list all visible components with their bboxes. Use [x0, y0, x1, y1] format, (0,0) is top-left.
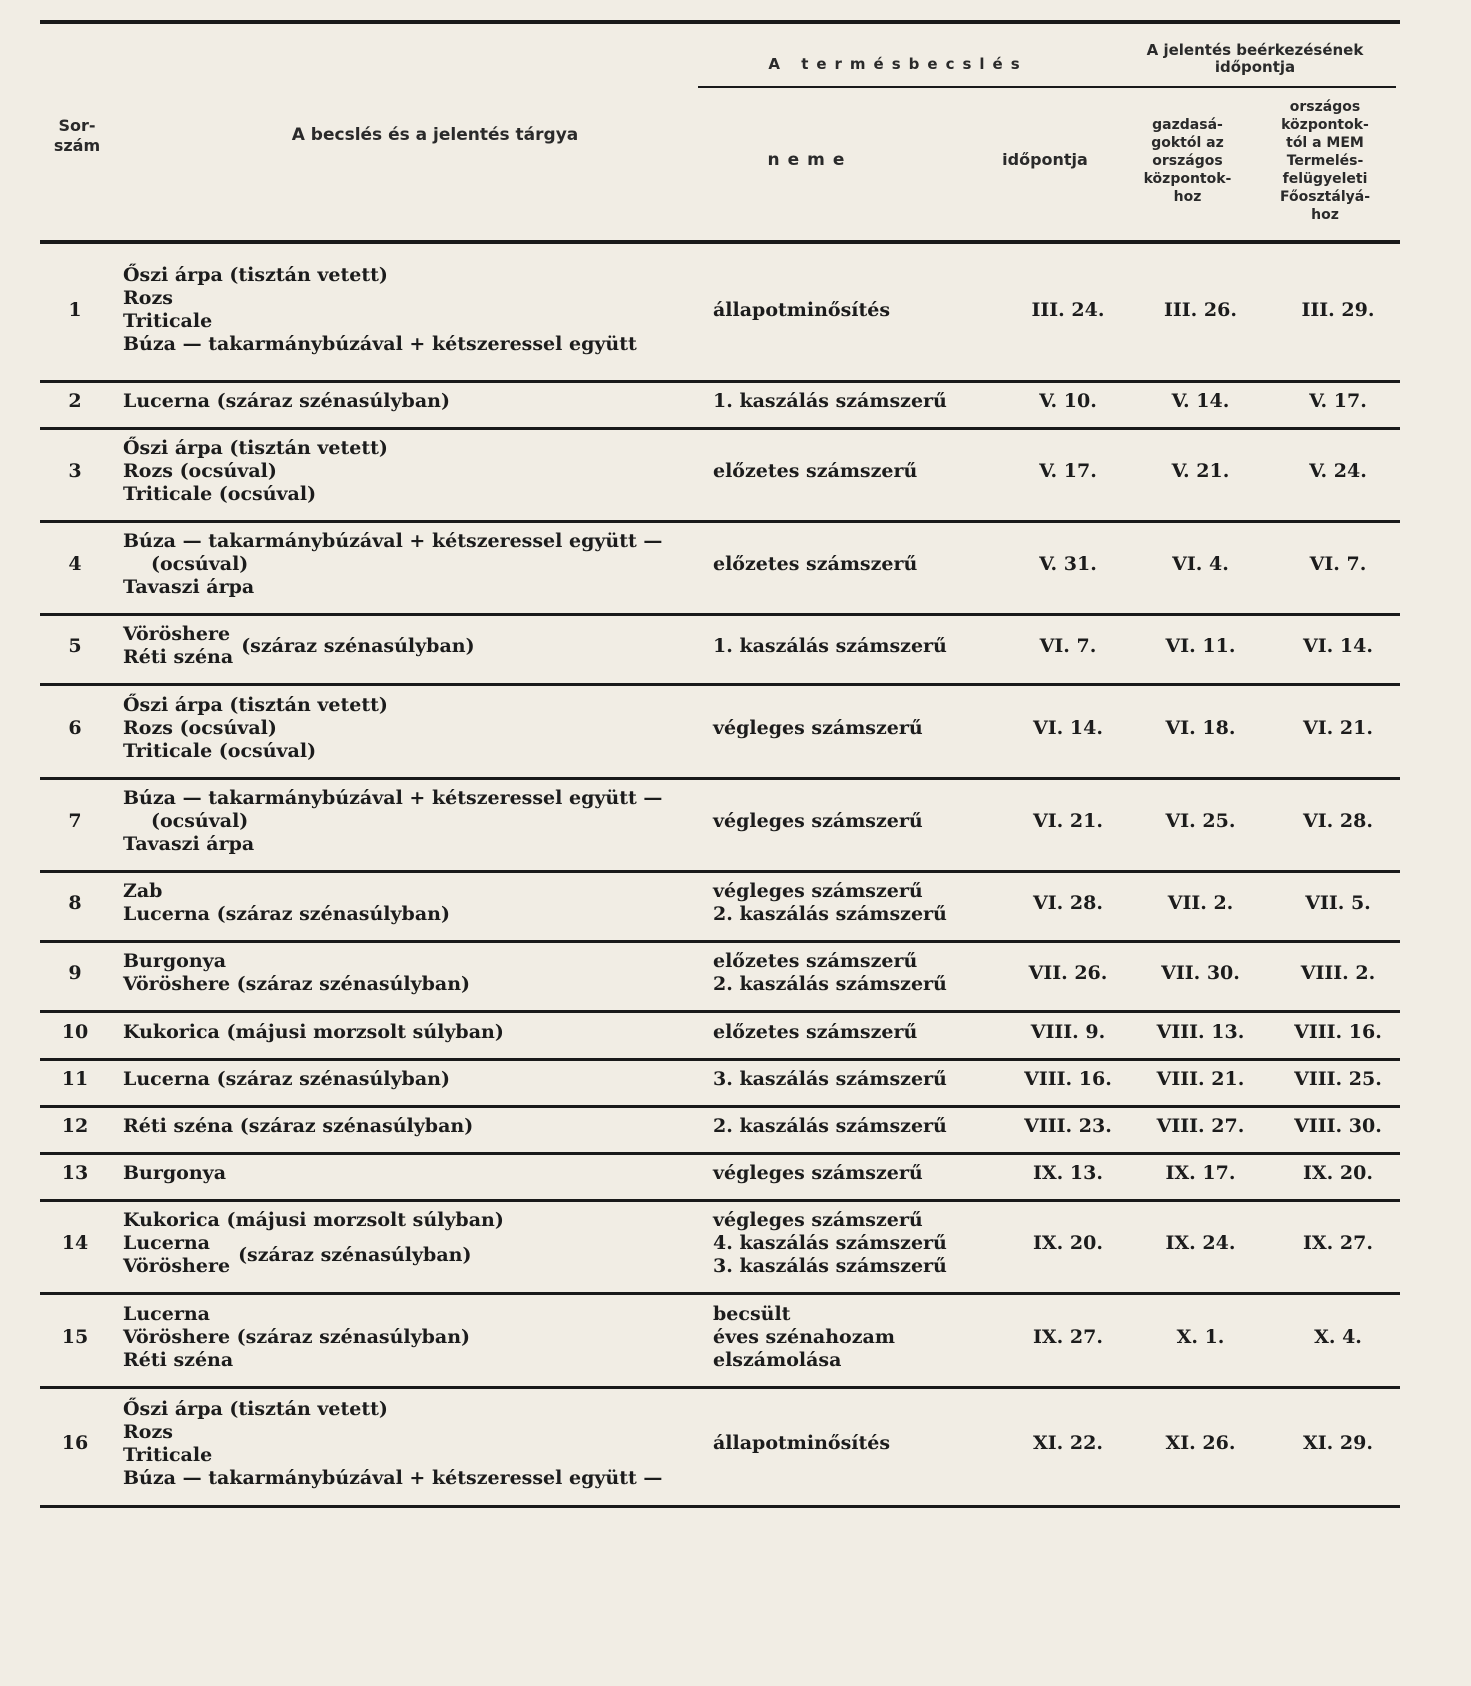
subject-line: Réti széna [123, 646, 234, 668]
header-idopontja: időpontja [1002, 150, 1088, 169]
row-neme [713, 777, 1003, 866]
table-row [40, 613, 1400, 679]
row-orszagos: VIII. 2. [1300, 961, 1376, 984]
neme-line: éves szénahozam [713, 1325, 895, 1348]
row-gazdasagoktol: IX. 17. [1165, 1162, 1236, 1184]
subject-line: Lucerna (száraz szénasúlyban) [123, 903, 450, 925]
neme-line: végleges számszerű [713, 810, 923, 832]
row-separator [40, 777, 1400, 780]
row-orszagos: VI. 21. [1303, 716, 1373, 739]
top-rule [40, 20, 1400, 24]
table-row [40, 940, 1400, 1006]
row-subject [123, 1292, 713, 1382]
row-orszagos: IX. 20. [1303, 1162, 1373, 1184]
row-separator [40, 1152, 1400, 1155]
header-orszagos: országos központok- tól a MEM Termelés- felügyeleti Főosztályá- hoz [1279, 99, 1371, 223]
row-subject [123, 427, 713, 516]
row-separator [40, 1505, 1400, 1508]
row-idopontja: V. 31. [1039, 553, 1097, 575]
neme-line: becsült [713, 1302, 791, 1325]
neme-line: előzetes számszerű [713, 460, 918, 482]
row-neme [713, 1292, 1003, 1382]
header-subrule [698, 86, 1396, 88]
row-subject [123, 1386, 713, 1501]
row-orszagos: X. 4. [1314, 1325, 1362, 1348]
row-subject [123, 777, 713, 866]
row-subject [123, 244, 713, 376]
subject-line: Rozs [123, 287, 173, 309]
neme-line: 4. kaszálás számszerű [713, 1232, 947, 1254]
row-gazdasagoktol: III. 26. [1164, 298, 1237, 321]
row-number: 6 [68, 716, 82, 739]
row-subject [123, 870, 713, 936]
neme-line: 1. kaszálás számszerű [713, 390, 947, 412]
row-separator [40, 380, 1400, 383]
row-separator [40, 683, 1400, 686]
table-row [40, 427, 1400, 516]
row-idopontja: XI. 22. [1033, 1432, 1103, 1454]
table-row [40, 1152, 1400, 1195]
row-number: 13 [61, 1162, 89, 1184]
row-number: 5 [68, 634, 82, 657]
row-gazdasagoktol: VIII. 21. [1156, 1068, 1245, 1090]
row-gazdasagoktol: VIII. 13. [1156, 1020, 1245, 1043]
row-idopontja: VI. 21. [1033, 810, 1103, 832]
subject-line: Kukorica (májusi morzsolt súlyban) [123, 1020, 504, 1043]
row-separator [40, 1199, 1400, 1202]
row-gazdasagoktol: X. 1. [1176, 1325, 1225, 1348]
subject-brace-group [123, 623, 713, 669]
neme-line: elszámolása [713, 1348, 842, 1371]
row-number: 9 [68, 961, 82, 984]
row-idopontja: VI. 14. [1033, 716, 1103, 739]
row-idopontja: VII. 26. [1028, 961, 1108, 984]
row-separator [40, 613, 1400, 616]
row-separator [40, 870, 1400, 873]
subject-line: Triticale [123, 310, 213, 332]
row-orszagos: VIII. 25. [1294, 1068, 1382, 1090]
subject-line: Vöröshere [123, 1255, 231, 1277]
row-gazdasagoktol: VI. 11. [1165, 634, 1236, 657]
row-subject [123, 1010, 713, 1054]
neme-line: 1. kaszálás számszerű [713, 634, 947, 657]
table-row [40, 1105, 1400, 1148]
subject-brace-items [123, 1232, 230, 1278]
header-termesbecsles: A termésbecslés [768, 55, 1028, 73]
row-subject [123, 1152, 713, 1195]
row-neme [713, 1199, 1003, 1288]
row-gazdasagoktol: VI. 18. [1165, 716, 1236, 739]
row-orszagos: VIII. 30. [1294, 1115, 1382, 1137]
row-separator [40, 427, 1400, 430]
row-separator [40, 1105, 1400, 1108]
table-row [40, 777, 1400, 866]
row-neme [713, 870, 1003, 936]
subject-line: Tavaszi árpa [123, 833, 255, 855]
row-orszagos: XI. 29. [1303, 1432, 1373, 1454]
neme-line: 3. kaszálás számszerű [713, 1068, 947, 1090]
table-row [40, 1199, 1400, 1288]
subject-line: Lucerna [123, 1232, 210, 1254]
row-orszagos: VII. 5. [1305, 891, 1371, 914]
row-neme [713, 427, 1003, 516]
row-gazdasagoktol: V. 21. [1171, 460, 1230, 482]
subject-line: Réti széna [123, 1348, 234, 1371]
row-number: 1 [68, 298, 82, 321]
neme-line: 2. kaszálás számszerű [713, 973, 947, 995]
subject-line: Lucerna [123, 1302, 210, 1325]
subject-line: Burgonya [123, 1162, 227, 1184]
subject-line: (ocsúval) [151, 810, 249, 832]
subject-line: Búza — takarmánybúzával + kétszeressel együtt — [123, 1466, 663, 1489]
row-orszagos: IX. 27. [1303, 1232, 1373, 1254]
subject-line: Rozs [123, 1420, 173, 1443]
row-idopontja: V. 10. [1039, 390, 1097, 412]
table-row [40, 1292, 1400, 1382]
neme-line: állapotminősítés [713, 298, 891, 321]
neme-line: 2. kaszálás számszerű [713, 903, 947, 925]
neme-line: 2. kaszálás számszerű [713, 1115, 947, 1137]
row-orszagos: III. 29. [1301, 298, 1375, 321]
table-row [40, 1058, 1400, 1101]
neme-line: végleges számszerű [713, 716, 923, 739]
row-gazdasagoktol: V. 14. [1171, 390, 1230, 412]
row-orszagos: V. 24. [1309, 460, 1367, 482]
row-orszagos: V. 17. [1309, 390, 1367, 412]
row-neme [713, 940, 1003, 1006]
row-gazdasagoktol: XI. 26. [1165, 1432, 1236, 1454]
neme-line: előzetes számszerű [713, 1020, 918, 1043]
row-idopontja: V. 17. [1039, 460, 1097, 482]
row-idopontja: VIII. 9. [1030, 1020, 1106, 1043]
row-neme [713, 244, 1003, 376]
row-subject [123, 520, 713, 609]
row-idopontja: VI. 28. [1033, 891, 1103, 914]
subject-line: Burgonya [123, 950, 227, 972]
subject-line: Triticale [123, 1443, 213, 1466]
row-idopontja: VI. 7. [1039, 634, 1097, 657]
subject-line: Vöröshere [123, 623, 231, 645]
subject-brace-suffix: (száraz szénasúlyban) [238, 1243, 472, 1266]
neme-line: előzetes számszerű [713, 950, 918, 972]
row-number: 10 [61, 1020, 89, 1043]
row-neme [713, 613, 1003, 679]
row-number: 2 [68, 390, 82, 412]
header-jelentes: A jelentés beérkezésének időpontja [1146, 41, 1364, 76]
row-orszagos: VIII. 16. [1294, 1020, 1382, 1043]
table-row [40, 1010, 1400, 1054]
subject-line: Őszi árpa (tisztán vetett) [123, 693, 388, 716]
neme-line: előzetes számszerű [713, 553, 918, 575]
neme-line: állapotminősítés [713, 1432, 891, 1454]
row-number: 3 [68, 460, 82, 482]
row-subject [123, 683, 713, 773]
subject-line: Triticale (ocsúval) [123, 739, 317, 762]
subject-line: Triticale (ocsúval) [123, 483, 317, 505]
table-row [40, 683, 1400, 773]
row-subject [123, 940, 713, 1006]
row-neme [713, 380, 1003, 423]
subject-line: Rozs (ocsúval) [123, 716, 277, 739]
row-idopontja: IX. 27. [1033, 1325, 1103, 1348]
row-idopontja: VIII. 16. [1024, 1068, 1112, 1090]
row-number: 14 [61, 1232, 89, 1254]
row-number: 4 [68, 553, 82, 575]
row-idopontja: III. 24. [1031, 298, 1105, 321]
subject-line: Őszi árpa (tisztán vetett) [123, 264, 388, 286]
row-idopontja: VIII. 23. [1024, 1115, 1112, 1137]
row-number: 7 [68, 810, 82, 832]
row-neme [713, 1058, 1003, 1101]
subject-line: Kukorica (májusi morzsolt súlyban) [123, 1209, 504, 1231]
subject-line: Lucerna (száraz szénasúlyban) [123, 1068, 450, 1090]
row-subject [123, 1199, 713, 1288]
table-row [40, 244, 1400, 376]
table-row [40, 380, 1400, 423]
neme-line: végleges számszerű [713, 880, 923, 902]
row-separator [40, 1058, 1400, 1061]
subject-brace-items [123, 623, 233, 669]
row-gazdasagoktol: VI. 4. [1172, 553, 1229, 575]
row-idopontja: IX. 13. [1033, 1162, 1103, 1184]
row-gazdasagoktol: VII. 30. [1161, 961, 1240, 984]
row-separator [40, 1292, 1400, 1295]
subject-brace-group [123, 1232, 713, 1278]
subject-line: Búza — takarmánybúzával + kétszeressel együtt [123, 333, 637, 355]
subject-line: Zab [123, 880, 163, 902]
header-neme: neme [767, 150, 853, 170]
table-row [40, 520, 1400, 609]
row-subject [123, 613, 713, 679]
table-row [40, 870, 1400, 936]
neme-line: végleges számszerű [713, 1162, 923, 1184]
header-gazdasagoktol: gazdasá- goktól az országos központok- hoz [1143, 117, 1232, 205]
subject-line: Lucerna (száraz szénasúlyban) [123, 390, 450, 412]
subject-line: Tavaszi árpa [123, 576, 255, 598]
subject-line: Vöröshere (száraz szénasúlyban) [123, 973, 471, 995]
row-subject [123, 1105, 713, 1148]
row-number: 16 [61, 1432, 89, 1454]
row-number: 11 [61, 1068, 89, 1090]
row-gazdasagoktol: VIII. 27. [1156, 1115, 1245, 1137]
row-gazdasagoktol: IX. 24. [1165, 1232, 1236, 1254]
row-neme [713, 1386, 1003, 1501]
header-sorszam: Sor- szám [53, 116, 101, 155]
row-subject [123, 380, 713, 423]
row-subject [123, 1058, 713, 1101]
row-number: 15 [61, 1325, 89, 1348]
row-separator [40, 520, 1400, 523]
row-separator [40, 1010, 1400, 1013]
row-neme [713, 1010, 1003, 1054]
subject-line: Őszi árpa (tisztán vetett) [123, 1397, 388, 1420]
row-number: 8 [68, 891, 82, 914]
table-row [40, 1386, 1400, 1501]
neme-line: 3. kaszálás számszerű [713, 1255, 947, 1277]
row-neme [713, 520, 1003, 609]
row-gazdasagoktol: VI. 25. [1165, 810, 1236, 832]
header-targya: A becslés és a jelentés tárgya [291, 125, 579, 145]
subject-line: Réti széna (száraz szénasúlyban) [123, 1115, 474, 1137]
row-separator [40, 940, 1400, 943]
subject-line: Őszi árpa (tisztán vetett) [123, 437, 388, 459]
row-orszagos: VI. 28. [1303, 810, 1373, 832]
neme-line: végleges számszerű [713, 1209, 923, 1231]
subject-line: Rozs (ocsúval) [123, 460, 277, 482]
row-orszagos: VI. 7. [1309, 553, 1367, 575]
row-gazdasagoktol: VII. 2. [1167, 891, 1234, 914]
subject-brace-suffix: (száraz szénasúlyban) [241, 634, 475, 657]
row-separator [40, 1386, 1400, 1389]
subject-line: Búza — takarmánybúzával + kétszeressel együtt — [123, 530, 663, 552]
row-idopontja: IX. 20. [1033, 1232, 1103, 1254]
row-neme [713, 1152, 1003, 1195]
row-neme [713, 1105, 1003, 1148]
subject-line: Vöröshere (száraz szénasúlyban) [123, 1325, 471, 1348]
subject-line: (ocsúval) [151, 553, 249, 575]
subject-line: Búza — takarmánybúzával + kétszeressel együtt — [123, 787, 663, 809]
row-orszagos: VI. 14. [1303, 634, 1373, 657]
row-number: 12 [61, 1115, 89, 1137]
row-neme [713, 683, 1003, 773]
